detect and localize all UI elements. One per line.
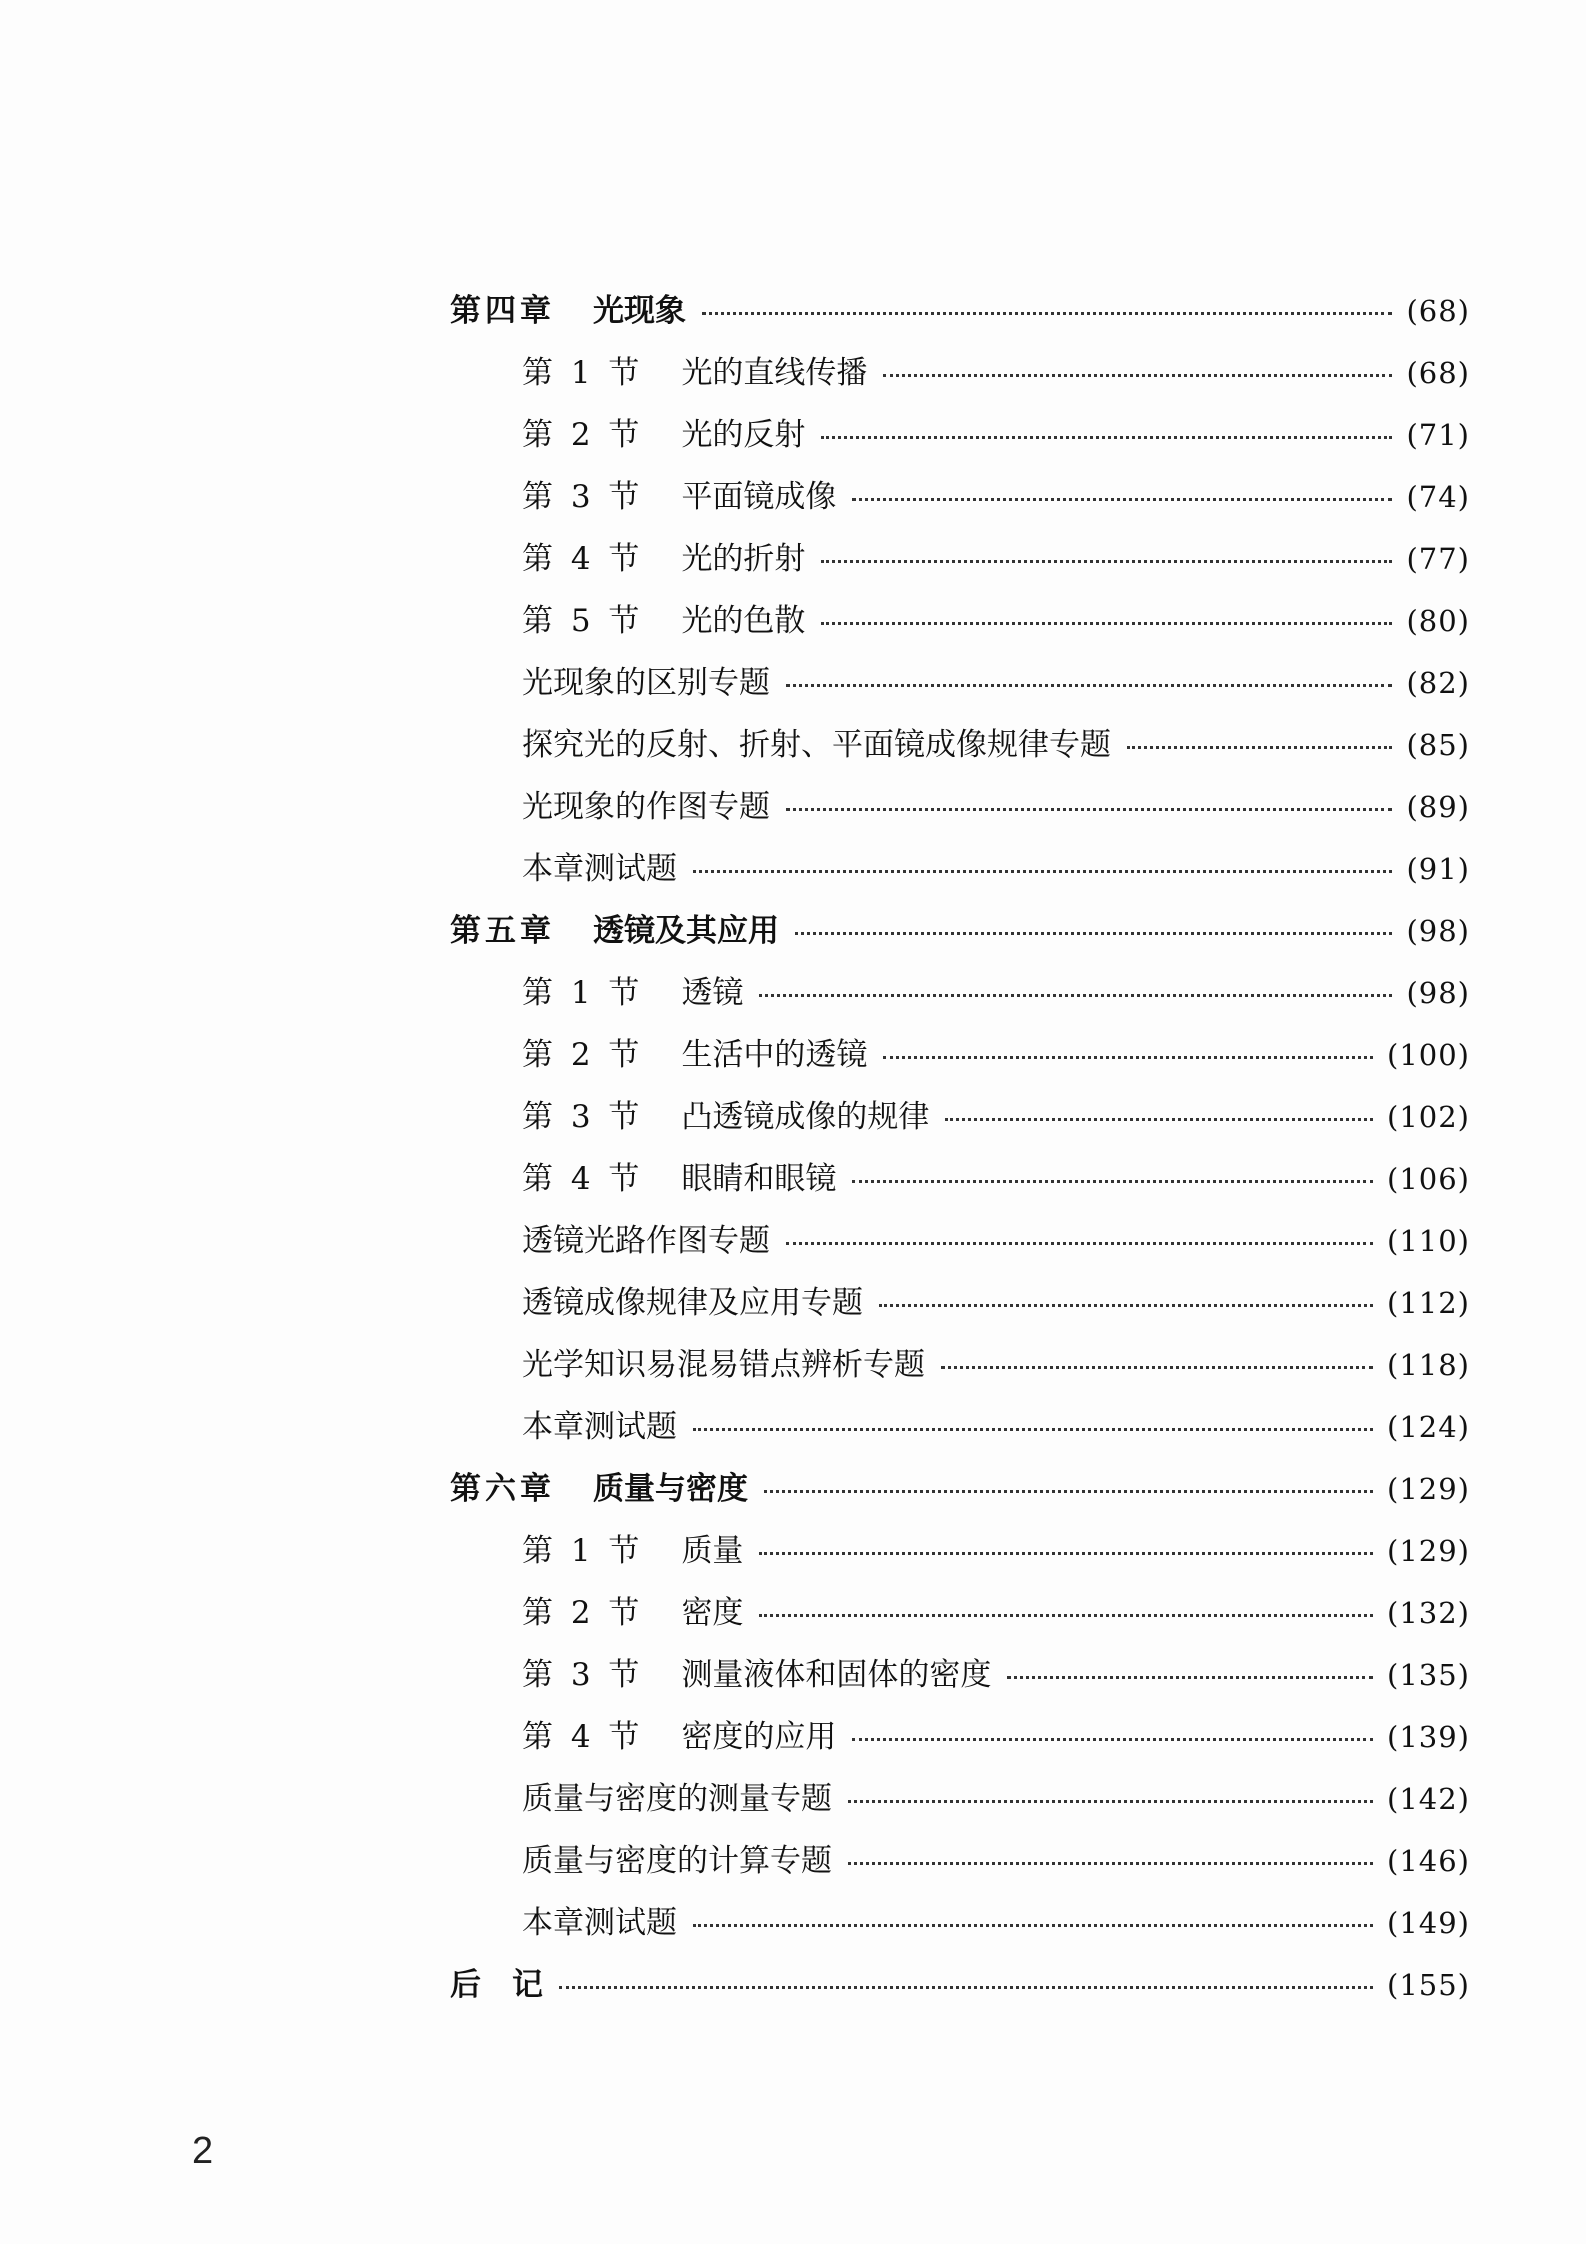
toc-entry-page: (112) — [1387, 1286, 1470, 1320]
dot-leader — [852, 498, 1392, 501]
toc-topic-entry — [450, 1830, 1470, 1892]
dot-leader — [848, 1800, 1373, 1803]
toc-entry-title: 后 记 — [450, 1967, 543, 2003]
toc-topic-entry — [450, 1768, 1470, 1830]
toc-entry-label — [522, 1210, 770, 1272]
toc-entry-page: (91) — [1406, 852, 1470, 886]
dot-leader — [1007, 1676, 1373, 1679]
toc-entry-label — [522, 466, 836, 528]
toc-entry-page: (71) — [1406, 418, 1470, 452]
toc-entry-label — [522, 1768, 832, 1830]
toc-section-entry — [450, 1086, 1470, 1148]
toc-entry-title: 生活中的透镜 — [681, 1037, 868, 1073]
toc-entry-label — [522, 404, 805, 466]
toc-entry-title: 光的反射 — [681, 417, 806, 453]
toc-section-entry — [450, 962, 1470, 1024]
toc-entry-page: (102) — [1387, 1100, 1470, 1134]
toc-topic-entry — [450, 1396, 1470, 1458]
toc-entry-title: 密度 — [681, 1595, 744, 1631]
toc-entry-label — [522, 1148, 836, 1210]
toc-entry-label — [450, 900, 779, 962]
toc-entry-page: (77) — [1406, 542, 1470, 576]
toc-entry-title: 光的折射 — [681, 541, 806, 577]
toc-entry-title: 密度的应用 — [681, 1719, 837, 1755]
dot-leader — [945, 1118, 1373, 1121]
toc-entry-label — [522, 714, 1111, 776]
page-number: 2 — [192, 2130, 214, 2172]
toc-entry-label — [450, 1458, 748, 1520]
toc-entry-label — [522, 838, 677, 900]
toc-entry-page: (98) — [1406, 914, 1470, 948]
toc-topic-entry — [450, 714, 1470, 776]
toc-entry-label — [522, 1334, 925, 1396]
toc-entry-number: 第 5 节 — [522, 603, 644, 639]
toc-entry-title: 本章测试题 — [522, 1905, 677, 1941]
dot-leader — [759, 1552, 1373, 1555]
toc-section-entry — [450, 1582, 1470, 1644]
toc-entry-number: 第 1 节 — [522, 1533, 644, 1569]
dot-leader — [1127, 746, 1392, 749]
toc-entry-number: 第 2 节 — [522, 1595, 644, 1631]
toc-entry-number: 第四章 — [450, 293, 555, 329]
dot-leader — [883, 374, 1392, 377]
dot-leader — [879, 1304, 1373, 1307]
toc-topic-entry — [450, 1272, 1470, 1334]
toc-topic-entry — [450, 776, 1470, 838]
dot-leader — [693, 870, 1392, 873]
toc-entry-page: (80) — [1406, 604, 1470, 638]
toc-entry-label — [522, 1024, 867, 1086]
toc-entry-number: 第五章 — [450, 913, 555, 949]
dot-leader — [764, 1490, 1373, 1493]
toc-topic-entry — [450, 838, 1470, 900]
toc-entry-label — [522, 1892, 677, 1954]
toc-entry-page: (129) — [1387, 1534, 1470, 1568]
toc-entry-label — [522, 652, 770, 714]
toc-entry-label — [522, 1644, 991, 1706]
toc-entry-page: (68) — [1406, 356, 1470, 390]
toc-entry-title: 探究光的反射、折射、平面镜成像规律专题 — [522, 727, 1111, 763]
toc-entry-label — [450, 280, 686, 342]
toc-entry-title: 光的直线传播 — [681, 355, 868, 391]
toc-entry-page: (82) — [1406, 666, 1470, 700]
toc-entry-title: 光现象的区别专题 — [522, 665, 770, 701]
toc-entry-page: (74) — [1406, 480, 1470, 514]
dot-leader — [883, 1056, 1373, 1059]
toc-entry-title: 眼睛和眼镜 — [681, 1161, 837, 1197]
toc-entry-title: 光现象的作图专题 — [522, 789, 770, 825]
dot-leader — [693, 1428, 1373, 1431]
toc-entry-title: 质量与密度的计算专题 — [522, 1843, 832, 1879]
dot-leader — [848, 1862, 1373, 1865]
toc-entry-number: 第 3 节 — [522, 1657, 644, 1693]
toc-entry-title: 质量与密度的测量专题 — [522, 1781, 832, 1817]
dot-leader — [786, 808, 1392, 811]
toc-entry-page: (118) — [1387, 1348, 1470, 1382]
dot-leader — [795, 932, 1392, 935]
toc-entry-page: (100) — [1387, 1038, 1470, 1072]
toc-entry-page: (146) — [1387, 1844, 1470, 1878]
dot-leader — [693, 1924, 1373, 1927]
toc-entry-number: 第六章 — [450, 1471, 555, 1507]
toc-entry-title: 平面镜成像 — [681, 479, 837, 515]
toc-entry-page: (132) — [1387, 1596, 1470, 1630]
toc-section-entry — [450, 1644, 1470, 1706]
toc-section-entry — [450, 1148, 1470, 1210]
toc-topic-entry — [450, 1334, 1470, 1396]
toc-entry-label — [450, 1954, 543, 2016]
toc-entry-title: 光学知识易混易错点辨析专题 — [522, 1347, 925, 1383]
toc-entry-label — [522, 1520, 743, 1582]
toc-entry-page: (129) — [1387, 1472, 1470, 1506]
toc-entry-title: 透镜 — [681, 975, 744, 1011]
toc-entry-title: 光现象 — [593, 293, 686, 329]
toc-chapter-entry — [450, 280, 1470, 342]
toc-chapter-entry — [450, 1954, 1470, 2016]
toc-entry-label — [522, 342, 867, 404]
toc-entry-title: 透镜及其应用 — [593, 913, 779, 949]
dot-leader — [702, 312, 1392, 315]
toc-entry-label — [522, 1086, 929, 1148]
toc-entry-title: 本章测试题 — [522, 1409, 677, 1445]
toc-entry-label — [522, 590, 805, 652]
toc-entry-page: (124) — [1387, 1410, 1470, 1444]
toc-entry-page: (85) — [1406, 728, 1470, 762]
toc-entry-page: (68) — [1406, 294, 1470, 328]
toc-entry-label — [522, 1272, 863, 1334]
toc-entry-number: 第 3 节 — [522, 1099, 644, 1135]
dot-leader — [759, 994, 1392, 997]
dot-leader — [941, 1366, 1373, 1369]
dot-leader — [786, 1242, 1373, 1245]
toc-section-entry — [450, 1706, 1470, 1768]
toc-entry-label — [522, 962, 743, 1024]
toc-section-entry — [450, 590, 1470, 652]
toc-entry-title: 凸透镜成像的规律 — [681, 1099, 930, 1135]
toc-section-entry — [450, 1024, 1470, 1086]
toc-entry-page: (89) — [1406, 790, 1470, 824]
toc-entry-title: 测量液体和固体的密度 — [681, 1657, 992, 1693]
toc-entry-title: 透镜光路作图专题 — [522, 1223, 770, 1259]
toc-section-entry — [450, 528, 1470, 590]
toc-entry-label — [522, 528, 805, 590]
toc-section-entry — [450, 404, 1470, 466]
toc-entry-page: (139) — [1387, 1720, 1470, 1754]
dot-leader — [821, 622, 1392, 625]
toc-entry-page: (98) — [1406, 976, 1470, 1010]
dot-leader — [852, 1738, 1373, 1741]
toc-entry-title: 本章测试题 — [522, 851, 677, 887]
dot-leader — [559, 1986, 1373, 1989]
dot-leader — [759, 1614, 1373, 1617]
toc-entry-page: (106) — [1387, 1162, 1470, 1196]
toc-entry-number: 第 2 节 — [522, 417, 644, 453]
dot-leader — [852, 1180, 1373, 1183]
toc-entry-number: 第 2 节 — [522, 1037, 644, 1073]
toc-topic-entry — [450, 1892, 1470, 1954]
toc-entry-title: 质量 — [681, 1533, 744, 1569]
toc-entry-page: (155) — [1387, 1968, 1470, 2002]
toc-entry-label — [522, 1830, 832, 1892]
toc-entry-page: (142) — [1387, 1782, 1470, 1816]
toc-chapter-entry — [450, 1458, 1470, 1520]
toc-topic-entry — [450, 1210, 1470, 1272]
toc-entry-title: 透镜成像规律及应用专题 — [522, 1285, 863, 1321]
toc-entry-number: 第 4 节 — [522, 1161, 644, 1197]
toc-entry-label — [522, 1706, 836, 1768]
toc-entry-label — [522, 1582, 743, 1644]
toc-entry-page: (110) — [1387, 1224, 1470, 1258]
toc-entry-label — [522, 776, 770, 838]
table-of-contents — [450, 280, 1470, 2016]
toc-entry-label — [522, 1396, 677, 1458]
toc-entry-number: 第 4 节 — [522, 1719, 644, 1755]
toc-section-entry — [450, 342, 1470, 404]
toc-entry-number: 第 1 节 — [522, 355, 644, 391]
toc-section-entry — [450, 466, 1470, 528]
toc-entry-number: 第 1 节 — [522, 975, 644, 1011]
toc-entry-title: 光的色散 — [681, 603, 806, 639]
toc-entry-title: 质量与密度 — [593, 1471, 748, 1507]
toc-entry-number: 第 3 节 — [522, 479, 644, 515]
toc-entry-page: (149) — [1387, 1906, 1470, 1940]
toc-topic-entry — [450, 652, 1470, 714]
toc-entry-page: (135) — [1387, 1658, 1470, 1692]
dot-leader — [821, 560, 1392, 563]
toc-chapter-entry — [450, 900, 1470, 962]
toc-entry-number: 第 4 节 — [522, 541, 644, 577]
toc-section-entry — [450, 1520, 1470, 1582]
dot-leader — [786, 684, 1392, 687]
dot-leader — [821, 436, 1392, 439]
